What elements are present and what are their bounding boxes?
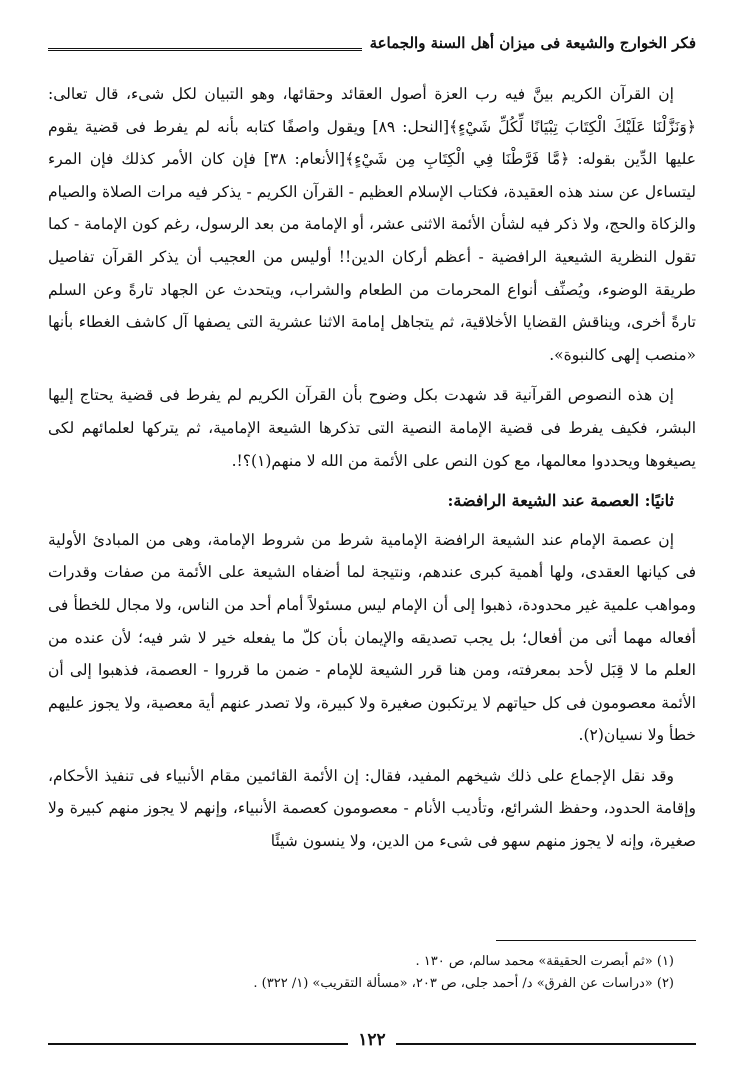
paragraph-4: وقد نقل الإجماع على ذلك شيخهم المفيد، فقال: إن الأئمة القائمين مقام الأنبياء فى تنفيذ الأحكام، وإقامة الحدود، وحفظ الشرائع، وتأديب الأنام - معصومون كعصمة الأنبياء، وإنهم لا يجوز منهم كبيرة ولا صغيرة، وإنه لا يجوز منهم سهو فى شىء من الدين، ولا ينسون شيئًا — [48, 766, 696, 851]
footnote-2: (٢) «دراسات عن الفرق» د/ أحمد جلى، ص ٢٠٣، «مسألة التقريب» (١/ ٣٢٢) . — [253, 976, 674, 991]
header-title: فكر الخوارج والشيعة فى ميزان أهل السنة والجماعة — [362, 34, 696, 52]
footnote-1: (١) «ثم أبصرت الحقيقة» محمد سالم، ص ١٣٠ . — [415, 954, 674, 969]
footnotes — [48, 940, 696, 995]
footnotes-separator — [496, 940, 696, 941]
running-header — [48, 34, 696, 60]
page-footer — [48, 1030, 696, 1056]
paragraph-1: إن القرآن الكريم بينَّ فيه رب العزة أصول العقائد وحقائها، وهو التبيان لكل شىء، قال تعالى: ﴿وَنَزَّلْنَا عَلَيْكَ الْكِتَابَ تِبْيَانًا لِّكُلِّ شَيْءٍ﴾[النحل: ٨٩] ويقول واصفًا كتابه بأنه لم يفرط فى قضية يقوم عليها الدِّين بقوله: ﴿مَّا فَرَّطْنَا فِي الْكِتَابِ مِن شَيْءٍ﴾[الأنعام: ٣٨] فإن كان الأمر كذلك فإن المرء ليتساءل عن سند هذه العقيدة، فكتاب الإسلام العظيم - القرآن الكريم - يذكر فيه مرات الصلاة والصيام والزكاة والحج، ولا ذكر فيه لشأن الأئمة الاثنى عشر، أو الإمامة من بعد الرسول، رغم كون الإمامة - كما تقول النظرية الشيعية الرافضية - أعظم أركان الدين!! أوليس من العجيب أن يذكر القرآن تفاصيل طريقة الوضوء، ويُصنِّف أنواع المحرمات من الطعام والشراب، ويتحدث عن الجهاد تارةً وعن السلم تارةً أخرى، ويناقش القضايا الأخلاقية، ثم يتجاهل إمامة الاثنا عشرية التى يصفها آل كاشف الغطاء بأنها «منصب إلهى كالنبوة». — [48, 85, 697, 364]
section-heading: ثانيًا: العصمة عند الشيعة الرافضة: — [447, 491, 674, 511]
paragraph-2: إن هذه النصوص القرآنية قد شهدت بكل وضوح بأن القرآن الكريم لم يفرط فى قضية يحتاج إليها البشر، فكيف يفرط فى قضية الإمامة النصية التى تذكرها الشيعة الإمامية، ثم يتركها لعلمائهم لكى يصيغوها ويحددوا معالمها، مع كون النص على الأئمة من الله لا منهم(١)؟!. — [48, 386, 696, 470]
main-text — [48, 78, 696, 866]
page-number: ١٢٢ — [358, 1030, 386, 1050]
paragraph-3: إن عصمة الإمام عند الشيعة الرافضة الإمامية شرط من شروط الإمامة، وهى من المبادئ الأولية فى كيانها العقدى، ولها أهمية كبرى عندهم، ونتيجة لما أضفاه الشيعة على الأئمة من صفات وقدرات ومواهب علمية غير محدودة، ذهبوا إلى أن الإمام ليس مسئولاً أمام أحد من الناس، ولا مجال للخطأ فى أفعاله مهما أتى من أفعال؛ بل يجب تصديقه والإيمان بأن كلّ ما يفعله خير لا شر فيه؛ لأن عنده من العلم ما لا قِبَل لأحد بمعرفته، ومن هنا قرر الشيعة للإمام - ضمن ما قرروا - العصمة، فذهبوا إلى أن الأئمة معصومون فى كل حياتهم لا يرتكبون صغيرة ولا كبيرة، ولا تصدر عنهم أية معصية، ولا يجوز عليهم خطأ ولا نسيان(٢). — [48, 530, 696, 745]
